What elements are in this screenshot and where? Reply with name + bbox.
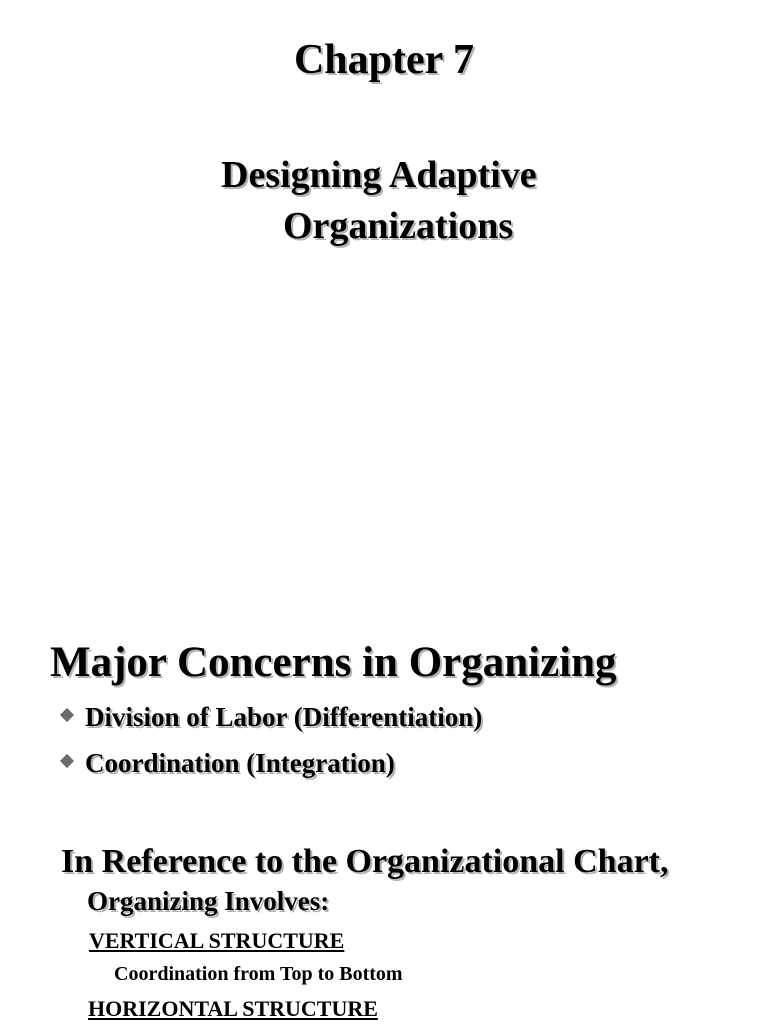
bullet-item-division-of-labor — [62, 700, 482, 734]
coordination-top-bottom-text: Coordination from Top to Bottom — [114, 963, 403, 985]
diamond-bullet-icon — [60, 754, 74, 768]
organizing-involves-label: Organizing Involves: — [87, 886, 330, 916]
diamond-bullet-icon — [60, 708, 74, 722]
vertical-structure-label: VERTICAL STRUCTURE — [89, 928, 345, 953]
bullet-text: Coordination (Integration) — [85, 748, 395, 778]
bullet-text: Division of Labor (Differentiation) — [85, 702, 483, 732]
bullet-item-coordination — [62, 746, 395, 780]
major-concerns-heading: Major Concerns in Organizing — [50, 639, 617, 686]
subtitle-line-1: Designing Adaptive — [221, 154, 537, 196]
reference-heading: In Reference to the Organizational Chart, — [61, 843, 669, 880]
chapter-title: Chapter 7 — [293, 37, 475, 83]
horizontal-structure-label: HORIZONTAL STRUCTURE — [88, 996, 378, 1021]
subtitle-line-2: Organizations — [283, 205, 514, 247]
